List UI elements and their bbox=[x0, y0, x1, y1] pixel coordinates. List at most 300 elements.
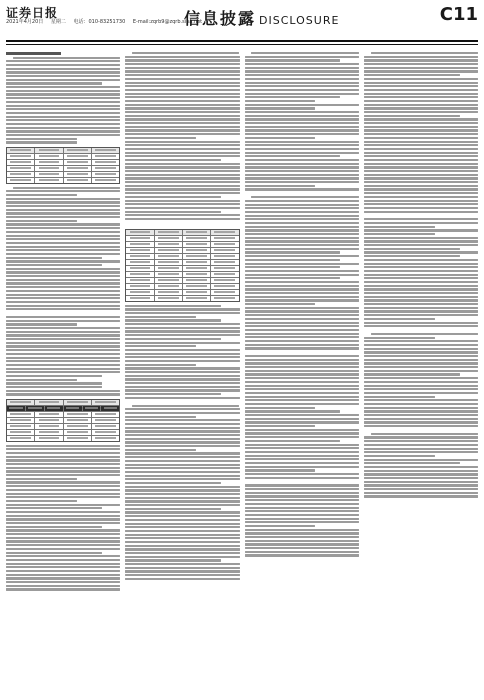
text-line bbox=[364, 133, 478, 135]
text-line bbox=[6, 574, 120, 576]
text-line bbox=[6, 533, 120, 535]
table-cell bbox=[126, 284, 154, 289]
text-line bbox=[6, 452, 120, 454]
text-line bbox=[125, 364, 196, 366]
text-line bbox=[125, 316, 196, 318]
table-cell bbox=[7, 436, 35, 441]
text-line bbox=[125, 537, 239, 539]
text-line bbox=[364, 470, 478, 472]
text-line bbox=[245, 399, 359, 401]
text-line bbox=[6, 286, 120, 288]
text-line bbox=[125, 67, 239, 69]
table-cell bbox=[211, 230, 238, 235]
text-line bbox=[6, 290, 120, 292]
text-line bbox=[245, 277, 341, 279]
table-cell bbox=[183, 266, 211, 271]
text-line bbox=[245, 451, 359, 453]
text-line bbox=[245, 299, 359, 301]
text-line bbox=[364, 366, 478, 368]
text-line bbox=[245, 118, 359, 120]
text-line bbox=[6, 223, 120, 225]
text-line bbox=[125, 353, 239, 355]
text-line bbox=[245, 518, 359, 520]
text-line bbox=[6, 496, 120, 498]
text-line bbox=[245, 392, 359, 394]
text-line bbox=[245, 163, 359, 165]
text-line bbox=[6, 489, 120, 491]
text-line bbox=[364, 451, 478, 453]
text-line bbox=[245, 141, 359, 143]
table-cell bbox=[126, 248, 154, 253]
text-line bbox=[245, 259, 341, 261]
text-line bbox=[364, 237, 478, 239]
text-line bbox=[245, 385, 359, 387]
text-line bbox=[245, 440, 341, 442]
text-line bbox=[125, 211, 221, 213]
text-line bbox=[364, 473, 478, 475]
text-line bbox=[125, 382, 239, 384]
table-cell bbox=[7, 430, 35, 435]
table-cell bbox=[64, 172, 92, 177]
text-line bbox=[245, 78, 359, 80]
text-line bbox=[364, 455, 435, 457]
text-line bbox=[125, 526, 239, 528]
text-line bbox=[6, 445, 120, 447]
text-line bbox=[364, 459, 478, 461]
text-line bbox=[6, 320, 120, 322]
text-line bbox=[125, 427, 239, 429]
text-line bbox=[245, 93, 359, 95]
text-line bbox=[364, 89, 478, 91]
table-cell bbox=[35, 412, 63, 417]
text-line bbox=[6, 231, 120, 233]
text-line bbox=[245, 296, 359, 298]
text-line bbox=[364, 440, 478, 442]
text-line bbox=[245, 288, 359, 290]
text-line bbox=[245, 159, 359, 161]
text-line bbox=[6, 459, 120, 461]
table-cell bbox=[155, 278, 183, 283]
table-cell bbox=[155, 236, 183, 241]
masthead bbox=[6, 4, 478, 40]
text-line bbox=[125, 82, 239, 84]
text-line bbox=[364, 248, 460, 250]
text-line bbox=[245, 362, 359, 364]
text-line bbox=[125, 63, 239, 65]
text-line bbox=[245, 270, 359, 272]
text-line bbox=[6, 101, 120, 103]
text-line bbox=[364, 277, 478, 279]
text-line bbox=[132, 52, 239, 54]
table-cell bbox=[211, 260, 238, 265]
text-line bbox=[364, 129, 478, 131]
table-cell bbox=[7, 178, 35, 183]
text-line bbox=[245, 355, 359, 357]
column-4 bbox=[364, 52, 478, 692]
text-line bbox=[125, 386, 239, 388]
text-line bbox=[245, 152, 359, 154]
text-line bbox=[125, 460, 239, 462]
column-1 bbox=[6, 52, 120, 692]
table-cell bbox=[183, 254, 211, 259]
text-line bbox=[364, 181, 478, 183]
text-line bbox=[364, 233, 435, 235]
text-line bbox=[251, 196, 358, 198]
text-line bbox=[364, 314, 478, 316]
text-line bbox=[364, 303, 478, 305]
text-line bbox=[245, 240, 359, 242]
text-line bbox=[364, 410, 478, 412]
text-line bbox=[364, 492, 478, 494]
text-line bbox=[125, 563, 239, 565]
text-line bbox=[125, 445, 239, 447]
text-line bbox=[6, 585, 120, 587]
text-line bbox=[245, 521, 359, 523]
text-line bbox=[364, 274, 478, 276]
text-line bbox=[125, 200, 239, 202]
text-line bbox=[125, 367, 239, 369]
text-line bbox=[245, 222, 359, 224]
text-line bbox=[125, 70, 239, 72]
table-cell bbox=[126, 242, 154, 247]
text-line bbox=[125, 59, 239, 61]
text-line bbox=[6, 390, 120, 392]
text-line bbox=[6, 60, 120, 62]
text-line bbox=[364, 203, 478, 205]
table-cell bbox=[92, 154, 119, 159]
text-line bbox=[245, 166, 359, 168]
text-line bbox=[6, 216, 120, 218]
text-line bbox=[245, 407, 316, 409]
text-line bbox=[125, 545, 239, 547]
text-line bbox=[364, 185, 478, 187]
text-line bbox=[6, 246, 120, 248]
text-line bbox=[125, 452, 239, 454]
text-line bbox=[6, 75, 120, 77]
text-line bbox=[364, 100, 478, 102]
text-line bbox=[6, 82, 102, 84]
text-line bbox=[364, 251, 478, 253]
text-line bbox=[125, 548, 239, 550]
table-row bbox=[7, 436, 119, 441]
text-line bbox=[125, 578, 239, 580]
text-line bbox=[125, 416, 196, 418]
text-line bbox=[245, 181, 359, 183]
table-cell bbox=[155, 242, 183, 247]
text-line bbox=[364, 444, 478, 446]
table-cell bbox=[7, 424, 35, 429]
text-line bbox=[245, 425, 316, 427]
table-cell bbox=[7, 400, 35, 405]
text-line bbox=[6, 544, 120, 546]
table-cell bbox=[92, 418, 119, 423]
text-line bbox=[245, 388, 359, 390]
table-cell bbox=[183, 242, 211, 247]
text-line bbox=[364, 392, 478, 394]
text-line bbox=[245, 396, 359, 398]
text-line bbox=[125, 530, 239, 532]
text-line bbox=[245, 429, 359, 431]
text-line bbox=[364, 263, 478, 265]
text-line bbox=[364, 111, 478, 113]
text-line bbox=[364, 126, 478, 128]
table-cell bbox=[35, 430, 63, 435]
text-line bbox=[6, 123, 120, 125]
text-line bbox=[125, 464, 239, 466]
text-line bbox=[364, 484, 478, 486]
text-line bbox=[6, 134, 120, 136]
text-line bbox=[364, 377, 478, 379]
table-cell bbox=[183, 278, 211, 283]
text-line bbox=[245, 111, 359, 113]
text-line bbox=[6, 297, 120, 299]
text-line bbox=[371, 333, 478, 335]
text-line bbox=[125, 389, 239, 391]
text-line bbox=[6, 79, 120, 81]
text-line bbox=[364, 196, 478, 198]
header-rule bbox=[6, 40, 478, 42]
text-line bbox=[125, 218, 239, 220]
text-line bbox=[6, 470, 120, 472]
text-line bbox=[6, 515, 120, 517]
text-line bbox=[364, 281, 478, 283]
text-line bbox=[245, 314, 359, 316]
text-line bbox=[245, 495, 359, 497]
text-line bbox=[6, 238, 120, 240]
text-line bbox=[6, 511, 120, 513]
text-line bbox=[125, 334, 239, 336]
table-cell bbox=[64, 430, 92, 435]
text-line bbox=[245, 436, 359, 438]
table-cell bbox=[64, 418, 92, 423]
text-line bbox=[364, 381, 478, 383]
text-line bbox=[125, 552, 239, 554]
text-line bbox=[6, 212, 120, 214]
text-line bbox=[364, 325, 478, 327]
table-cell bbox=[211, 248, 238, 253]
text-line bbox=[364, 462, 460, 464]
table-cell bbox=[126, 236, 154, 241]
page-number: C11 bbox=[439, 4, 478, 25]
text-line bbox=[125, 312, 239, 314]
text-line bbox=[125, 467, 239, 469]
text-line bbox=[6, 108, 120, 110]
text-line bbox=[6, 353, 120, 355]
text-line bbox=[6, 130, 120, 132]
text-line bbox=[245, 229, 359, 231]
text-line bbox=[125, 393, 221, 395]
text-line bbox=[125, 508, 221, 510]
table-cell bbox=[92, 436, 119, 441]
text-line bbox=[245, 104, 359, 106]
text-line bbox=[13, 187, 120, 189]
issue-date: 2021年4月20日 bbox=[6, 19, 44, 25]
text-line bbox=[125, 556, 239, 558]
text-line bbox=[364, 141, 478, 143]
text-line bbox=[364, 385, 478, 387]
text-line bbox=[245, 536, 359, 538]
text-line bbox=[364, 200, 478, 202]
table-cell bbox=[64, 424, 92, 429]
text-line bbox=[125, 408, 239, 410]
text-line bbox=[245, 303, 316, 305]
text-line bbox=[245, 554, 359, 556]
table-cell bbox=[83, 406, 102, 411]
issue-meta bbox=[6, 18, 208, 25]
text-line bbox=[125, 100, 239, 102]
text-line bbox=[245, 307, 359, 309]
text-line bbox=[6, 581, 120, 583]
text-line bbox=[245, 170, 359, 172]
table-cell bbox=[7, 148, 35, 153]
text-line bbox=[6, 294, 120, 296]
text-line bbox=[245, 263, 359, 265]
text-line bbox=[364, 152, 478, 154]
text-line bbox=[125, 181, 239, 183]
subheading-line bbox=[6, 52, 61, 55]
text-line bbox=[6, 201, 120, 203]
table-cell bbox=[45, 406, 64, 411]
table-cell bbox=[183, 236, 211, 241]
text-line bbox=[364, 425, 478, 427]
text-line bbox=[6, 271, 120, 273]
table-cell bbox=[211, 266, 238, 271]
text-line bbox=[125, 375, 239, 377]
text-line bbox=[245, 370, 359, 372]
table-cell bbox=[126, 254, 154, 259]
data-table bbox=[6, 147, 120, 184]
text-line bbox=[245, 85, 359, 87]
text-line bbox=[364, 218, 478, 220]
text-line bbox=[125, 360, 239, 362]
text-line bbox=[6, 327, 120, 329]
table-cell bbox=[7, 418, 35, 423]
table-cell bbox=[64, 406, 83, 411]
text-line bbox=[6, 500, 77, 502]
text-line bbox=[245, 444, 359, 446]
table-row bbox=[126, 296, 238, 301]
text-line bbox=[6, 522, 120, 524]
table-cell bbox=[211, 254, 238, 259]
text-line bbox=[245, 551, 359, 553]
text-line bbox=[251, 52, 358, 54]
table-cell bbox=[35, 436, 63, 441]
text-line bbox=[125, 56, 239, 58]
text-line bbox=[125, 475, 239, 477]
text-line bbox=[364, 188, 478, 190]
text-line bbox=[364, 70, 478, 72]
text-line bbox=[364, 229, 478, 231]
data-table bbox=[125, 229, 239, 302]
text-line bbox=[6, 559, 120, 561]
text-line bbox=[245, 177, 359, 179]
text-line bbox=[245, 473, 359, 475]
text-line bbox=[125, 482, 221, 484]
table-cell bbox=[183, 248, 211, 253]
text-line bbox=[245, 484, 359, 486]
table-cell bbox=[92, 178, 119, 183]
text-line bbox=[125, 152, 239, 154]
table-cell bbox=[92, 148, 119, 153]
text-line bbox=[125, 78, 239, 80]
text-line bbox=[125, 504, 239, 506]
text-line bbox=[125, 456, 239, 458]
text-line bbox=[245, 218, 359, 220]
text-line bbox=[125, 203, 239, 205]
issue-phone: 电话：010-83251730 bbox=[73, 19, 126, 25]
column-text bbox=[364, 52, 478, 498]
table-cell bbox=[211, 296, 238, 301]
text-line bbox=[245, 155, 341, 157]
text-line bbox=[125, 471, 239, 473]
text-line bbox=[125, 188, 239, 190]
text-line bbox=[245, 322, 359, 324]
text-line bbox=[6, 301, 120, 303]
text-line bbox=[245, 503, 359, 505]
text-line bbox=[125, 500, 239, 502]
text-line bbox=[364, 359, 478, 361]
text-line bbox=[6, 463, 120, 465]
text-line bbox=[245, 547, 359, 549]
text-line bbox=[364, 407, 478, 409]
table-cell bbox=[92, 160, 119, 165]
text-line bbox=[364, 477, 478, 479]
table-cell bbox=[155, 248, 183, 253]
table-cell bbox=[183, 290, 211, 295]
text-line bbox=[364, 211, 478, 213]
text-line bbox=[125, 342, 239, 344]
table-cell bbox=[7, 412, 35, 417]
table-cell bbox=[7, 160, 35, 165]
text-line bbox=[6, 349, 120, 351]
text-line bbox=[245, 499, 359, 501]
table-cell bbox=[92, 166, 119, 171]
text-line bbox=[125, 148, 239, 150]
table-cell bbox=[126, 272, 154, 277]
text-line bbox=[125, 574, 239, 576]
table-cell bbox=[35, 424, 63, 429]
text-line bbox=[245, 266, 341, 268]
text-line bbox=[245, 59, 341, 61]
text-line bbox=[245, 107, 316, 109]
text-line bbox=[364, 270, 478, 272]
text-line bbox=[6, 141, 77, 143]
text-line bbox=[6, 68, 120, 70]
text-line bbox=[125, 345, 196, 347]
table-cell bbox=[64, 400, 92, 405]
text-line bbox=[125, 486, 239, 488]
text-line bbox=[245, 96, 341, 98]
table-cell bbox=[26, 406, 45, 411]
text-line bbox=[364, 362, 478, 364]
text-line bbox=[245, 292, 359, 294]
text-line bbox=[364, 170, 478, 172]
text-line bbox=[364, 122, 478, 124]
text-line bbox=[6, 264, 102, 266]
text-line bbox=[6, 467, 120, 469]
text-line bbox=[125, 118, 239, 120]
text-line bbox=[364, 255, 460, 257]
text-line bbox=[125, 567, 239, 569]
text-line bbox=[245, 525, 316, 527]
text-line bbox=[364, 159, 478, 161]
text-line bbox=[364, 344, 478, 346]
text-line bbox=[125, 107, 239, 109]
text-line bbox=[364, 240, 478, 242]
text-line bbox=[364, 222, 478, 224]
table-cell bbox=[126, 230, 154, 235]
text-line bbox=[245, 129, 359, 131]
